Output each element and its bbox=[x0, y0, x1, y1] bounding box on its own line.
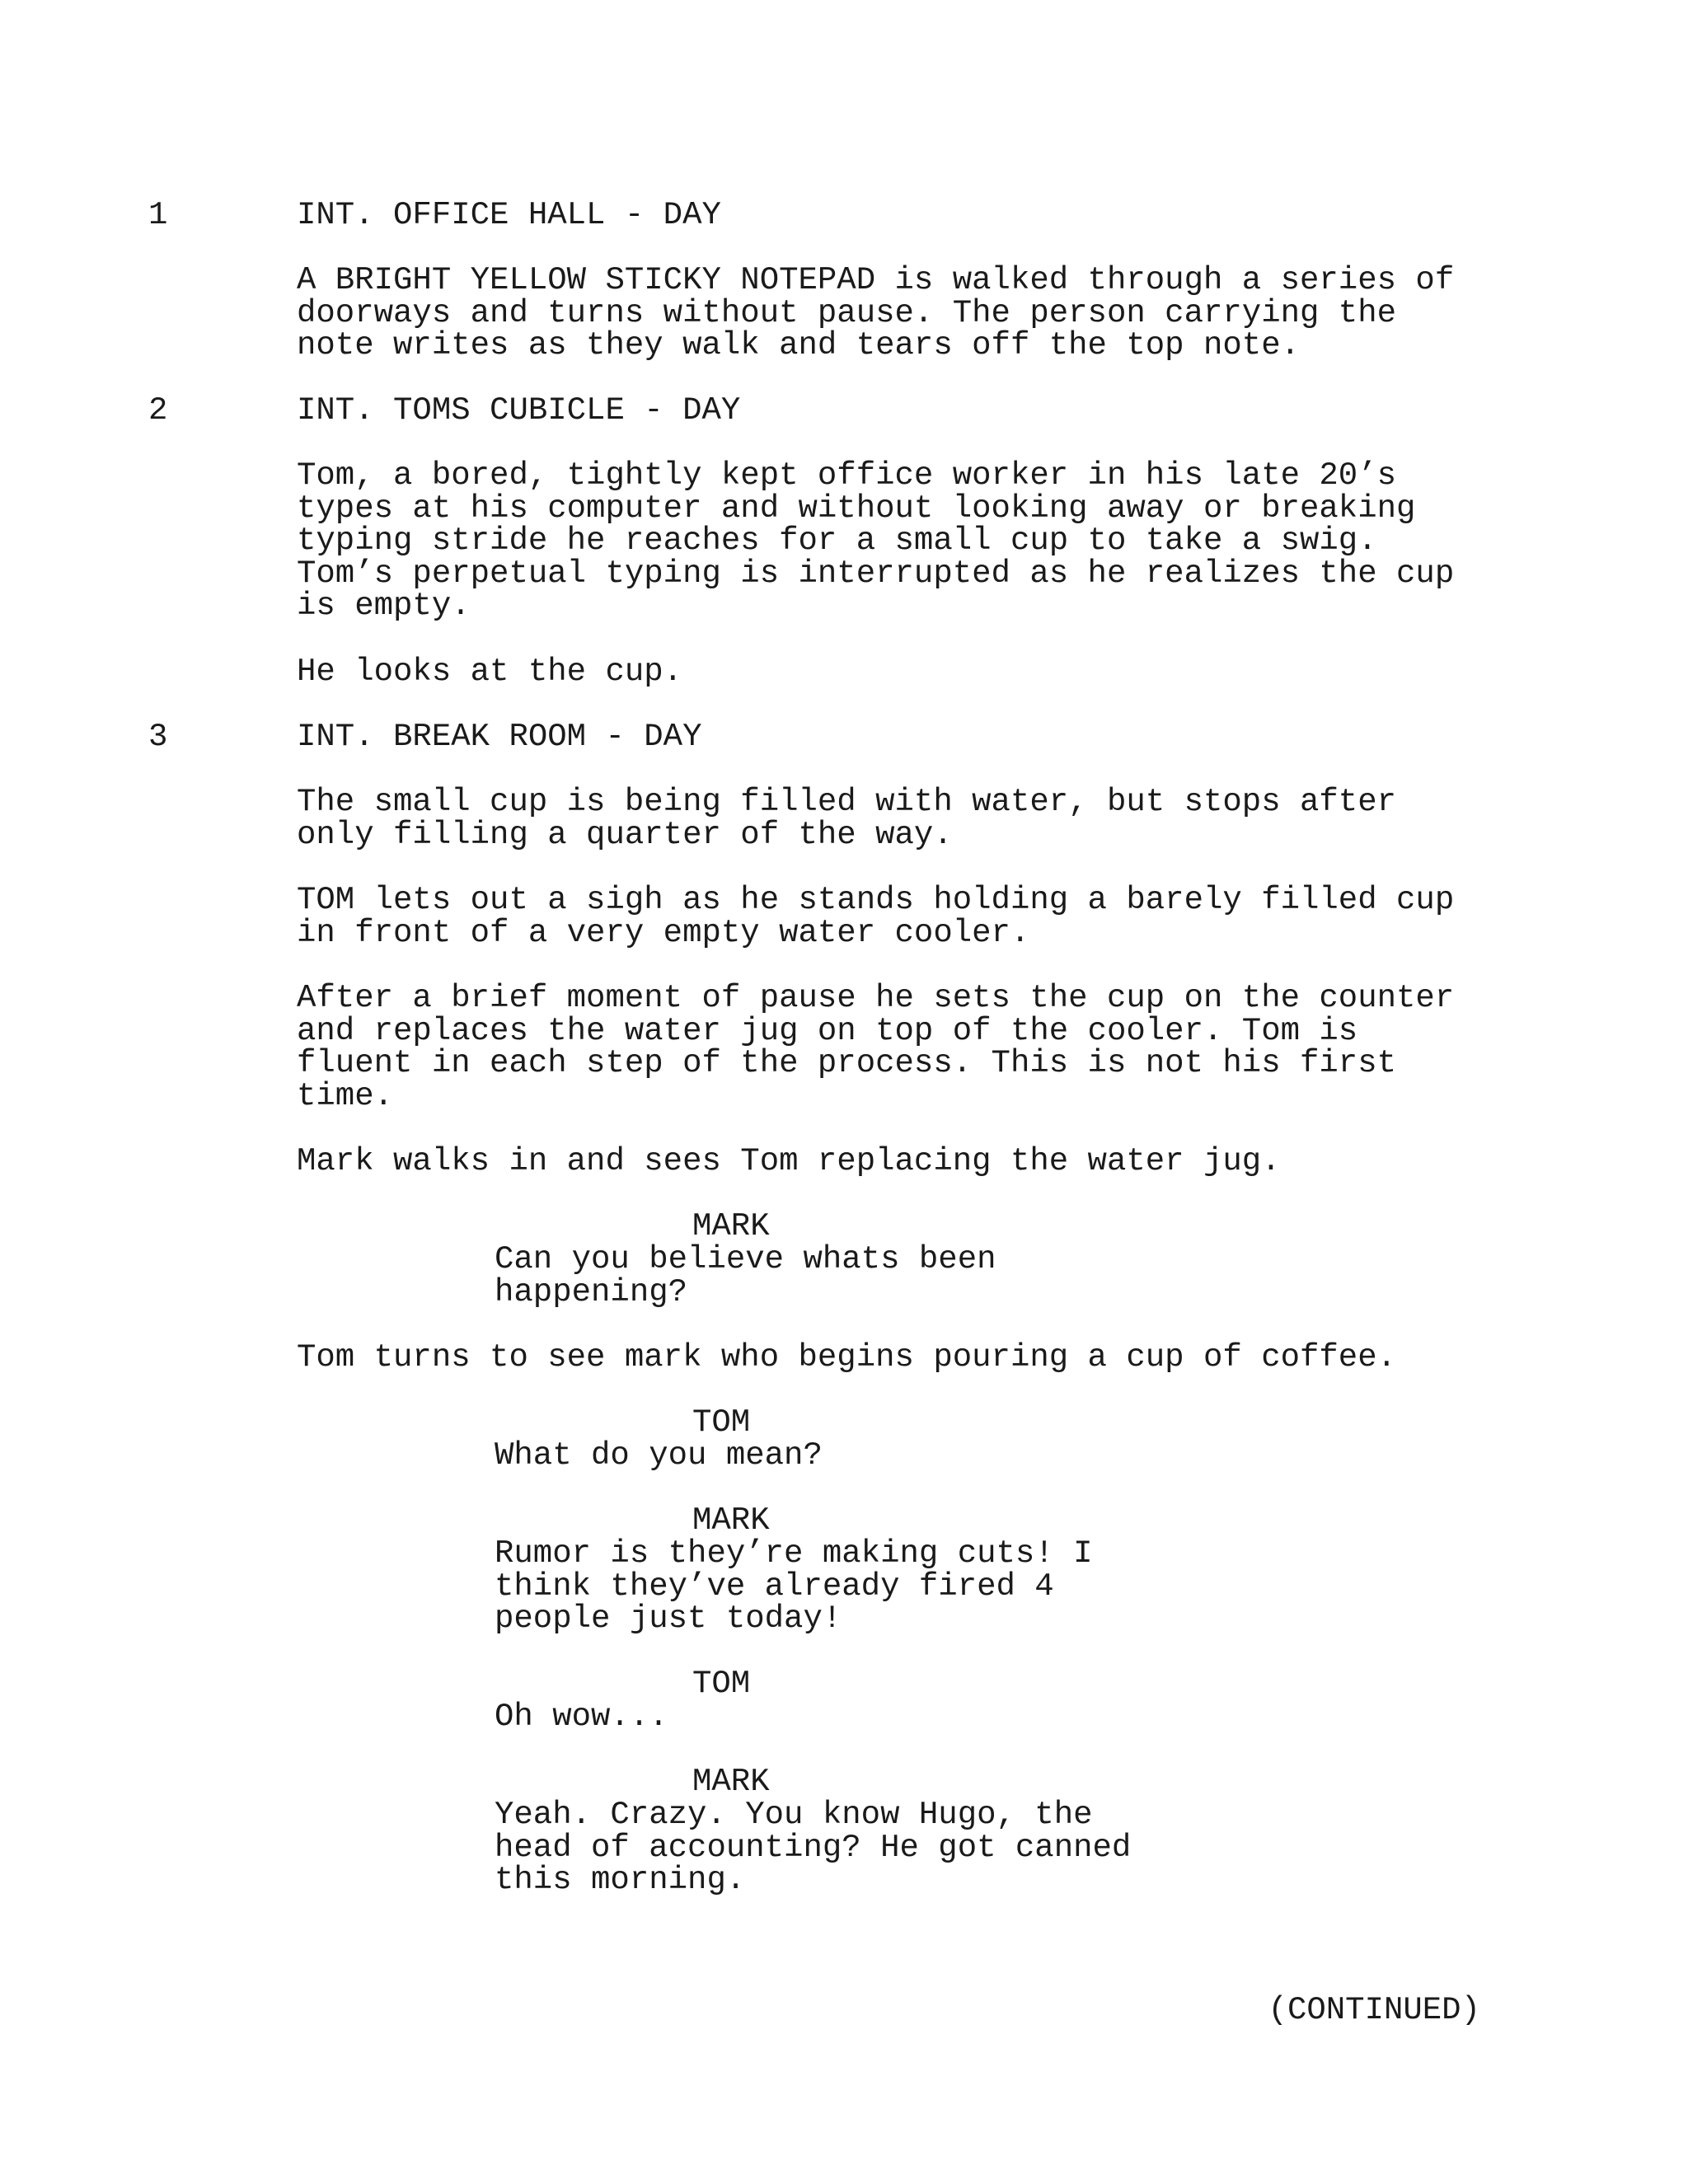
dialogue-line: Can you believe whats been happening? bbox=[495, 1241, 996, 1310]
character-name: TOM bbox=[692, 1666, 751, 1702]
action-paragraph: Mark walks in and sees Tom replacing the water jug. bbox=[297, 1143, 1281, 1179]
action-paragraph: He looks at the cup. bbox=[297, 654, 683, 690]
action-paragraph: The small cup is being filled with water, but stops after only filling a quarter of the way. bbox=[297, 784, 1397, 853]
dialogue-line: What do you mean? bbox=[495, 1437, 823, 1474]
action-paragraph: After a brief moment of pause he sets the cup on the counter and replaces the water jug on top of the cooler. Tom is fluent in each step of the process. This is not his first time. bbox=[297, 980, 1455, 1114]
scene-number: 1 bbox=[148, 197, 168, 233]
scene-number: 2 bbox=[148, 392, 168, 429]
action-paragraph: Tom, a bored, tightly kept office worker in his late 20’s types at his computer and without looking away or breaking typing stride he reaches for a small cup to take a swig. Tom’s perpetual typing is interrupted as he realizes the cup is empty. bbox=[297, 457, 1455, 625]
action-paragraph: Tom turns to see mark who begins pouring a cup of coffee. bbox=[297, 1339, 1397, 1376]
scene-heading: INT. BREAK ROOM - DAY bbox=[297, 719, 702, 755]
character-name: TOM bbox=[692, 1404, 751, 1441]
scene-heading: INT. OFFICE HALL - DAY bbox=[297, 197, 721, 233]
dialogue-line: Rumor is they’re making cuts! I think they’ve already fired 4 people just today! bbox=[495, 1535, 1093, 1638]
scene-heading: INT. TOMS CUBICLE - DAY bbox=[297, 392, 741, 429]
action-paragraph: A BRIGHT YELLOW STICKY NOTEPAD is walked through a series of doorways and turns without pause. The person carrying the note writes as they walk and tears off the top note. bbox=[297, 262, 1455, 364]
scene-number: 3 bbox=[148, 719, 168, 755]
continued-marker: (CONTINUED) bbox=[1268, 1992, 1480, 2028]
action-paragraph: TOM lets out a sigh as he stands holding a barely filled cup in front of a very empty water cooler. bbox=[297, 882, 1455, 951]
dialogue-line: Yeah. Crazy. You know Hugo, the head of accounting? He got canned this morning. bbox=[495, 1797, 1132, 1899]
character-name: MARK bbox=[692, 1208, 770, 1244]
dialogue-line: Oh wow... bbox=[495, 1699, 668, 1735]
character-name: MARK bbox=[692, 1502, 770, 1539]
character-name: MARK bbox=[692, 1764, 770, 1800]
